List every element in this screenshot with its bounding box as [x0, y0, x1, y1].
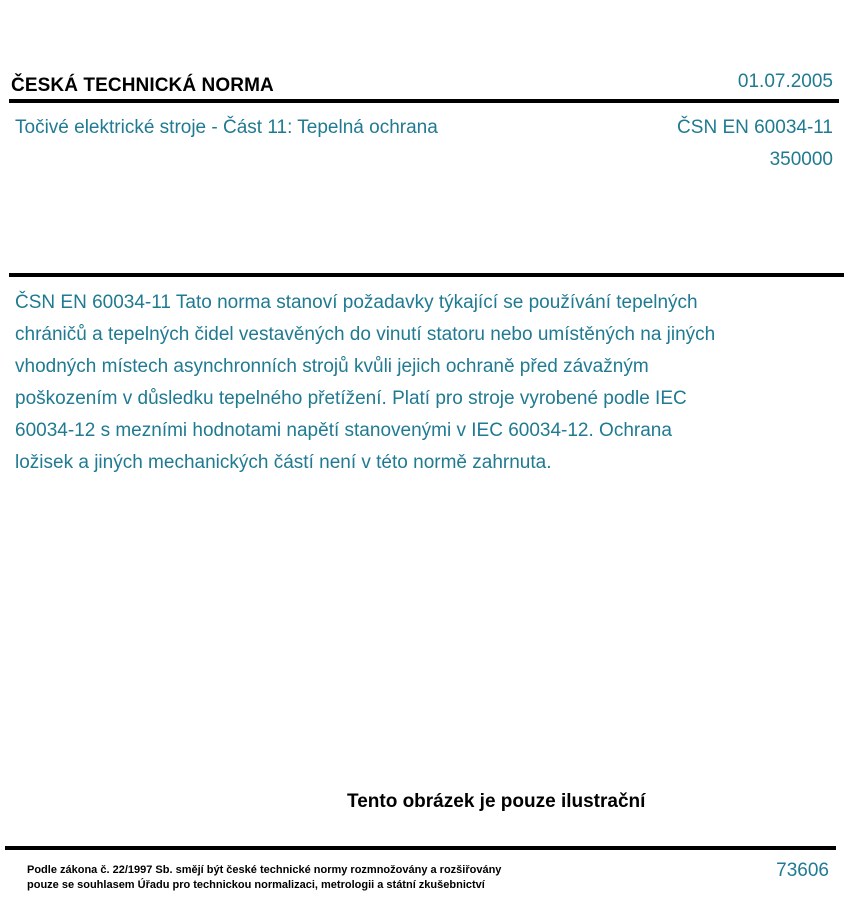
footer-divider — [5, 846, 836, 850]
legal-notice-line-2: pouze se souhlasem Úřadu pro technickou normalizaci, metrologii a státní zkušebnictví — [27, 879, 485, 891]
standard-classification: 350000 — [769, 149, 833, 170]
header-divider — [9, 99, 839, 103]
standard-abstract: ČSN EN 60034-11 Tato norma stanoví požadavky týkající se používání tepelných chráničů a tepelných čidel vestavěných do vinutí statoru nebo umístěných na jiných vhodných místech asynchronních strojů kvůli jejich ochraně před závažným poškozením v důsledku tepelného přetížení. Platí pro stroje vyrobené podle IEC 60034-12 s mezními hodnotami napětí stanovenými v IEC 60034-12. Ochrana ložisek a jiných mechanických částí není v této normě zahrnuta. — [15, 292, 716, 473]
legal-notice-line-1: Podle zákona č. 22/1997 Sb. smějí být české technické normy rozmnožovány a rozšiřovány — [27, 864, 502, 876]
standard-title: Točivé elektrické stroje - Část 11: Tepelná ochrana — [15, 117, 438, 138]
document-header-title: ČESKÁ TECHNICKÁ NORMA — [11, 75, 274, 96]
illustrative-note: Tento obrázek je pouze ilustrační — [347, 791, 646, 812]
section-divider — [9, 273, 844, 277]
legal-notice — [27, 863, 627, 893]
standard-number: ČSN EN 60034-11 — [677, 117, 833, 138]
document-id: 73606 — [776, 860, 829, 881]
publication-date: 01.07.2005 — [737, 71, 833, 92]
